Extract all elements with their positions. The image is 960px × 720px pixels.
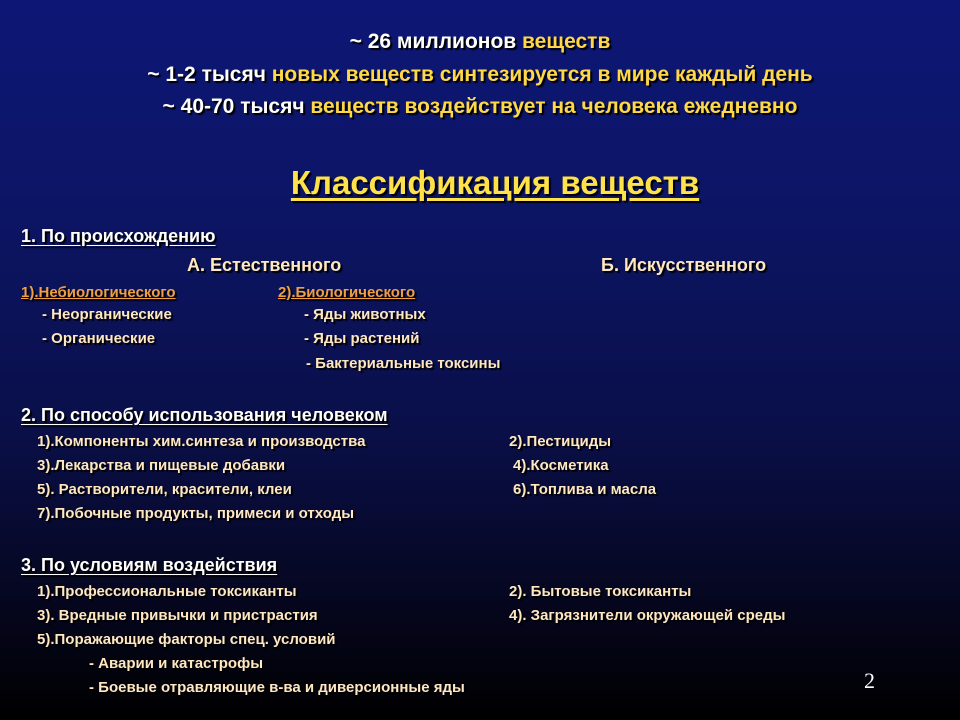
list-item: 2). Бытовые токсиканты xyxy=(509,583,692,600)
list-item: 3).Лекарства и пищевые добавки xyxy=(37,457,286,474)
list-item: 5).Поражающие факторы спец. условий xyxy=(37,631,336,648)
page-number: 2 xyxy=(864,668,875,693)
section-1-heading: 1. По происхождению xyxy=(21,226,216,246)
list-item: 4). Загрязнители окружающей среды xyxy=(509,607,786,624)
bacterial-toxins-item: - Бактериальные токсины xyxy=(306,355,501,372)
list-item: 5). Растворители, красители, клеи xyxy=(37,481,292,498)
stat-2-highlight: новых веществ синтезируется в мире каждый день xyxy=(271,63,813,86)
page-title: Классификация веществ xyxy=(290,164,700,201)
inorganic-item: - Неорганические xyxy=(42,306,172,323)
list-item: - Боевые отравляющие в-ва и диверсионные яды xyxy=(89,679,465,696)
stat-3-prefix: ~ 40-70 тысяч xyxy=(162,95,311,118)
plant-poisons-item: - Яды растений xyxy=(304,330,420,347)
biological-label: 2).Биологического xyxy=(278,284,416,301)
stat-3-highlight: веществ воздействует на человека ежедневно xyxy=(310,95,798,118)
section-3-heading: 3. По условиям воздействия xyxy=(21,555,278,575)
stat-2-prefix: ~ 1-2 тысяч xyxy=(147,63,272,86)
nonbiological-label: 1).Небиологического xyxy=(21,284,176,301)
list-item: 2).Пестициды xyxy=(509,433,612,450)
list-item: - Аварии и катастрофы xyxy=(89,655,264,672)
stat-1-highlight: веществ xyxy=(522,30,611,53)
list-item: 1).Компоненты хим.синтеза и производства xyxy=(37,433,366,450)
animal-poisons-item: - Яды животных xyxy=(304,306,426,323)
list-item: 4).Косметика xyxy=(513,457,609,474)
section-2-heading: 2. По способу использования человеком xyxy=(21,405,388,425)
organic-item: - Органические xyxy=(42,330,156,347)
stat-line-1 xyxy=(0,30,960,54)
stat-line-2 xyxy=(0,63,960,87)
stat-line-3 xyxy=(0,95,960,119)
list-item: 3). Вредные привычки и пристрастия xyxy=(37,607,318,624)
stat-1-prefix: ~ 26 миллионов xyxy=(349,30,523,53)
list-item: 6).Топлива и масла xyxy=(513,481,657,498)
list-item: 1).Профессиональные токсиканты xyxy=(37,583,297,600)
list-item: 7).Побочные продукты, примеси и отходы xyxy=(37,505,355,522)
natural-heading: А. Естественного xyxy=(187,255,342,275)
artificial-heading: Б. Искусственного xyxy=(601,255,767,275)
